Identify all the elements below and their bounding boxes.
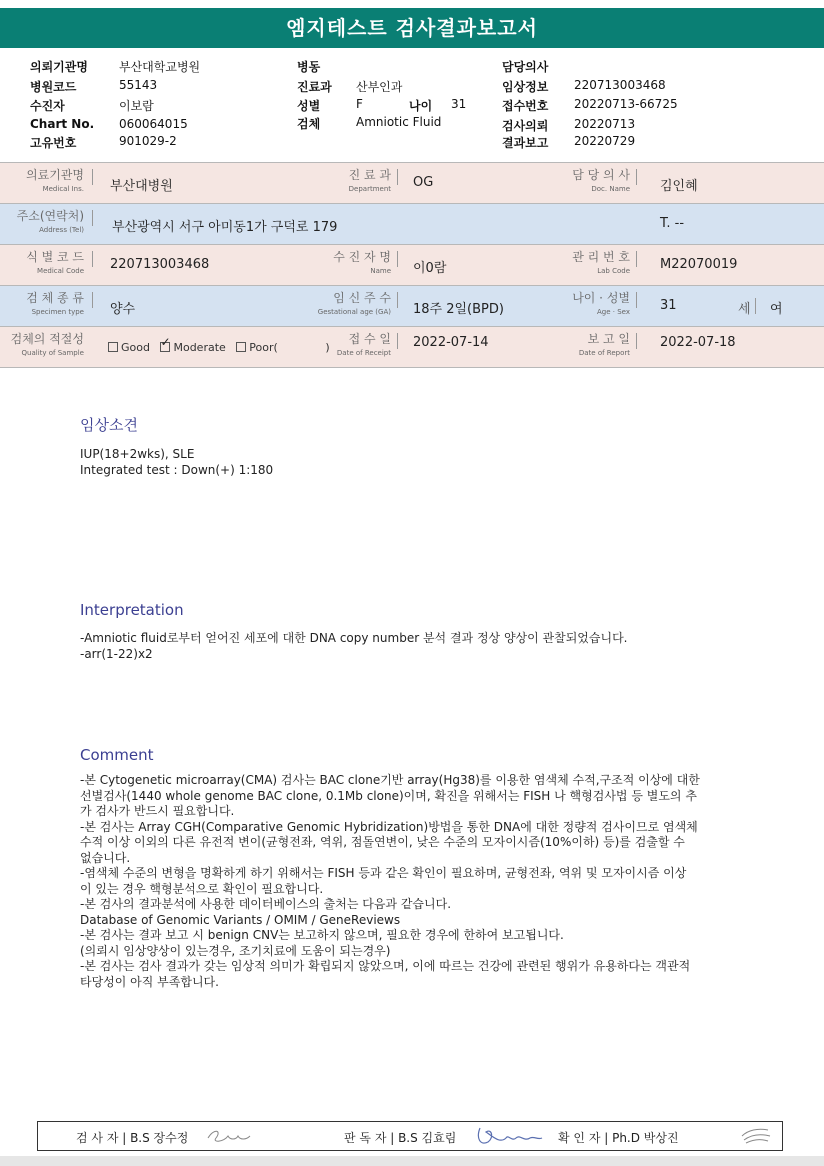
header-value: 31: [451, 97, 467, 111]
comment-line: 없습니다.: [80, 850, 131, 865]
lab-code-value: M22070019: [660, 257, 738, 272]
header-value: 55143: [119, 78, 158, 92]
field-label: 담 당 의 사 Doc. Name: [572, 168, 630, 193]
column-divider: [397, 169, 398, 185]
column-divider: [397, 251, 398, 267]
header-value: 20220713-66725: [574, 97, 678, 111]
patient-info-table: [0, 162, 824, 368]
interpretation-body: [80, 631, 628, 662]
poor-close: ): [325, 341, 330, 354]
comment-line: 선별검사(1440 whole genome BAC clone, 0.1Mb clone)이며, 확진을 위해서는 FISH 나 핵형검사법 등 별도의 추: [80, 788, 697, 803]
comment-line: -본 Cytogenetic microarray(CMA) 검사는 BAC clone기반 array(Hg38)를 이용한 염색체 수적,구조적 이상에 대한: [80, 773, 700, 787]
moderate-checkbox[interactable]: [160, 342, 170, 352]
moderate-label: Moderate: [173, 341, 226, 354]
header-value: 220713003468: [574, 78, 666, 92]
comment-line: -본 검사는 Array CGH(Comparative Genomic Hybridization)방법을 통한 DNA에 대한 정량적 검사이므로 염색체: [80, 819, 698, 834]
info-row-specimen: [0, 285, 824, 326]
poor-checkbox[interactable]: [236, 342, 246, 352]
gestational-age-value: 18주 2일(BPD): [413, 302, 504, 317]
header-value: 20220713: [574, 117, 636, 131]
column-divider: [397, 292, 398, 308]
field-label: 보 고 일 Date of Report: [578, 332, 630, 357]
field-label: 주소(연락처) Address (Tel): [16, 209, 84, 234]
header-value: 901029-2: [119, 134, 177, 148]
header-value: Amniotic Fluid: [356, 115, 442, 129]
header-value: 060064015: [119, 117, 188, 131]
info-row-address: [0, 203, 824, 244]
clinical-title: 임상소견: [80, 416, 138, 434]
report-date-value: 2022-07-18: [660, 335, 736, 350]
field-label: 관 리 번 호 Lab Code: [572, 250, 630, 275]
interpretation-line: -arr(1-22)x2: [80, 646, 153, 661]
comment-line: -염색체 수준의 변형을 명확하게 하기 위해서는 FISH 등과 같은 확인이 필요하며, 균형전좌, 역위 및 모자이시즘 이상: [80, 866, 687, 880]
good-checkbox[interactable]: [108, 342, 118, 352]
header-label: 담당의사: [502, 60, 549, 74]
header-label: Chart No.: [30, 117, 95, 131]
field-label: 수 진 자 명 Name: [333, 250, 391, 275]
doctor-value: 김인혜: [660, 179, 698, 194]
comment-line: 이 있는 경우 핵형분석으로 확인이 필요합니다.: [80, 881, 324, 896]
interpretation-title: Interpretation: [80, 601, 184, 619]
confirmer-signature-icon: [738, 1124, 774, 1146]
comment-line: -본 검사는 검사 결과가 갖는 임상적 의미가 확립되지 않았으며, 이에 따르는 건강에 관련된 행위가 유용하다는 객관적: [80, 959, 691, 973]
field-label: 나이 · 성별 Age · Sex: [572, 291, 630, 316]
column-divider: [636, 169, 637, 185]
comment-line: (의뢰시 임상양상이 있는경우, 조기치료에 도움이 되는경우): [80, 943, 391, 958]
address-value: 부산광역시 서구 아미동1가 구덕로 179: [112, 220, 338, 235]
patient-name-value: 이0람: [413, 261, 447, 276]
medical-code-value: 220713003468: [110, 257, 210, 272]
phone-value: T. --: [660, 216, 685, 231]
header-label: 접수번호: [502, 99, 549, 113]
header-label: 의뢰기관명: [30, 60, 88, 74]
column-divider: [92, 210, 93, 226]
info-row-institution: [0, 162, 824, 203]
comment-line: 수적 이상 이외의 다른 유전적 변이(균형전좌, 역위, 점돌연변이, 낮은 수준의 모자이시즘(10%이하) 등)를 검출할 수: [80, 835, 685, 849]
field-label: 임 신 주 수 Gestational age (GA): [317, 291, 391, 316]
column-divider: [636, 292, 637, 308]
clinical-line: IUP(18+2wks), SLE: [80, 447, 195, 461]
comment-line: 가 검사가 반드시 필요합니다.: [80, 804, 235, 818]
header-label: 병원코드: [30, 80, 77, 94]
comment-title: Comment: [80, 746, 154, 764]
header-value: 산부인과: [356, 80, 403, 94]
header-label: 나이: [409, 99, 433, 113]
column-divider: [397, 333, 398, 349]
comment-line: -본 검사의 결과분석에 사용한 데이터베이스의 출처는 다음과 같습니다.: [80, 897, 452, 911]
receipt-date-value: 2022-07-14: [413, 335, 489, 350]
age-value: 31: [660, 298, 677, 313]
comment-body: [80, 773, 770, 990]
clinical-line: Integrated test : Down(+) 1:180: [80, 462, 274, 477]
field-label: 검체의 적절성 Quality of Sample: [10, 332, 84, 357]
comment-line: Database of Genomic Variants / OMIM / GeneReviews: [80, 912, 401, 927]
column-divider: [755, 298, 756, 314]
sample-quality-options: [108, 341, 330, 354]
header-label: 성별: [297, 99, 321, 113]
specimen-type-value: 양수: [110, 302, 136, 317]
header-label: 검체: [297, 117, 321, 131]
tester-name: 검 사 자 | B.S 장수정: [76, 1131, 189, 1145]
header-value: F: [356, 97, 363, 111]
signature-footer: [37, 1121, 783, 1151]
field-label: 접 수 일 Date of Receipt: [336, 332, 391, 357]
comment-line: -본 검사는 결과 보고 시 benign CNV는 보고하지 않으며, 필요한 경우에 한하여 보고됩니다.: [80, 928, 564, 942]
info-row-quality: [0, 326, 824, 368]
header-label: 임상정보: [502, 80, 549, 94]
field-label: 식 별 코 드 Medical Code: [26, 250, 84, 275]
field-label: 검 체 종 류 Specimen type: [26, 291, 84, 316]
reader-signature-icon: [474, 1124, 544, 1148]
header-value: 20220729: [574, 134, 636, 148]
tester-signature-icon: [204, 1124, 254, 1146]
comment-line: 타당성이 아직 부족합니다.: [80, 974, 219, 989]
column-divider: [92, 169, 93, 185]
good-label: Good: [121, 341, 150, 354]
header-value: 부산대학교병원: [119, 60, 201, 74]
header-label: 병동: [297, 60, 321, 74]
field-label: 의료기관명 Medical Ins.: [26, 168, 84, 193]
poor-label: Poor(: [249, 341, 278, 354]
interpretation-line: -Amniotic fluid로부터 얻어진 세포에 대한 DNA copy number 분석 결과 정상 양상이 관찰되었습니다.: [80, 631, 628, 645]
column-divider: [92, 251, 93, 267]
reader-name: 판 독 자 | B.S 김효림: [344, 1131, 457, 1145]
clinical-body: [80, 447, 273, 478]
column-divider: [636, 251, 637, 267]
report-title: 엠지테스트 검사결과보고서: [0, 8, 824, 48]
header-label: 진료과: [297, 80, 332, 94]
header-label: 결과보고: [502, 136, 549, 150]
info-row-identification: [0, 244, 824, 285]
sex-value: 여: [770, 302, 783, 317]
header-value: 이보람: [119, 99, 154, 113]
column-divider: [636, 333, 637, 349]
header-label: 수진자: [30, 99, 65, 113]
age-unit: 세: [738, 302, 751, 317]
department-value: OG: [413, 175, 434, 190]
page-bottom-strip: [0, 1156, 824, 1166]
column-divider: [92, 292, 93, 308]
confirmer-name: 확 인 자 | Ph.D 박상진: [558, 1131, 679, 1145]
institution-value: 부산대병원: [110, 179, 173, 194]
header-label: 검사의뢰: [502, 119, 549, 133]
header-label: 고유번호: [30, 136, 77, 150]
field-label: 진 료 과 Department: [348, 168, 391, 193]
